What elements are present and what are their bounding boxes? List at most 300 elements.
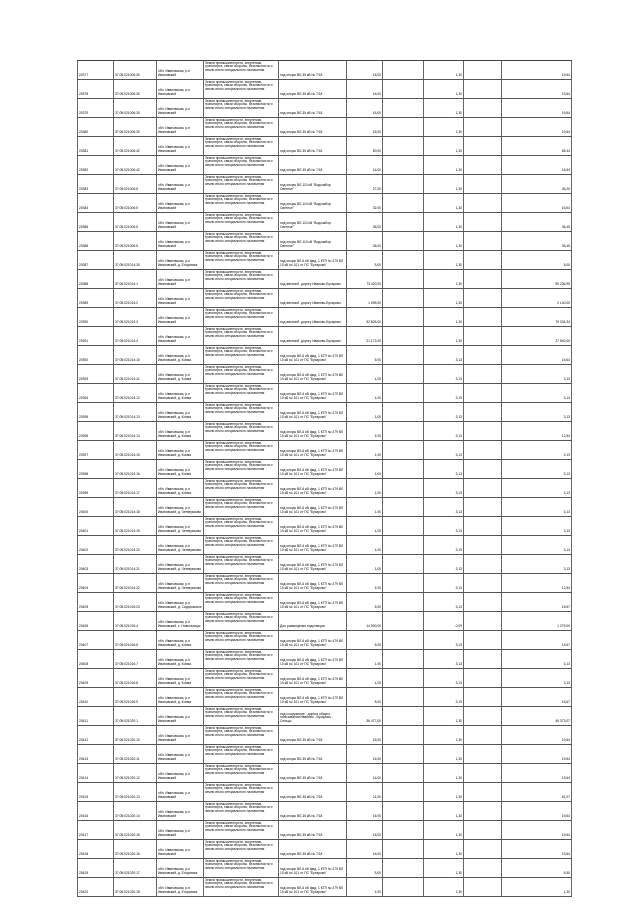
table-row: [77, 61, 572, 80]
cadastral-number: 37:05:021006:30: [115, 92, 140, 97]
permitted-use-cell: [278, 403, 346, 421]
address: обл. Ивановская, р-н Ивановский, д. Кохма: [158, 373, 192, 382]
rate-cell: [423, 517, 463, 535]
land-category-cell: [203, 878, 278, 896]
address: обл. Ивановская, р-н Ивановский, д. Кохма: [158, 449, 192, 458]
rate: 1,30: [455, 187, 462, 192]
rate: 1,30: [455, 871, 462, 876]
empty-cell: [463, 156, 501, 174]
permitted-use-cell: [278, 745, 346, 763]
permitted-use: под опоры ВЛ-110 кВ "Водозабор Светлое": [280, 183, 331, 192]
permitted-use: под опоры ВЛ-6 кВ фид. 1 КТП № 479 ВЛ 10 кВ № 101 от ПС "Бухарово": [280, 677, 344, 686]
sum: 1 279,00: [557, 624, 570, 629]
area-cell: [346, 270, 382, 288]
sum: 6,50: [563, 871, 570, 876]
address-cell: [156, 536, 203, 554]
rate-cell: [423, 99, 463, 117]
permitted-use-cell: [278, 175, 346, 193]
sum: 61,07: [561, 795, 570, 800]
cadastral-number: 37:05:021014:2: [115, 301, 138, 306]
row-number: 20378: [79, 92, 89, 97]
sum: 79 334,34: [555, 320, 570, 325]
empty-cell: [382, 479, 423, 497]
land-category-cell: [203, 327, 278, 345]
area-cell: [346, 232, 382, 250]
sum-cell: [501, 650, 572, 668]
land-category-cell: [203, 669, 278, 687]
rate: 1,30: [455, 890, 462, 895]
rate-cell: [423, 631, 463, 649]
empty-cell: [382, 840, 423, 858]
address: обл. Ивановская, р-н Ивановский: [158, 829, 190, 838]
row-number: 20410: [79, 700, 89, 705]
area: 16,00: [372, 757, 381, 762]
land-category: Земли промышленности, энергетики, транспорта, связи обороны, безопасности и земли иного специального назначения: [205, 80, 273, 92]
sum: 12,54: [561, 586, 570, 591]
sum: 19,64: [561, 92, 570, 97]
row-number-cell: [77, 365, 113, 383]
cadastral-number: 37:05:021006:30: [115, 111, 140, 116]
row-number: 20411: [79, 719, 88, 724]
table-row: [77, 194, 572, 213]
permitted-use-cell: [278, 137, 346, 155]
empty-cell: [463, 479, 501, 497]
address-cell: [156, 175, 203, 193]
cadastral-number: 37:05:021014:13: [115, 415, 140, 420]
cadastral-number: 37:05:021020:16: [115, 852, 140, 857]
land-category: Земли промышленности, энергетики, транспорта, связи обороны, безопасности и земли иного специального назначения: [205, 783, 273, 795]
row-number-cell: [77, 384, 113, 402]
area-cell: [346, 745, 382, 763]
row-number-cell: [77, 308, 113, 326]
land-category-cell: [203, 536, 278, 554]
empty-cell: [382, 289, 423, 307]
permitted-use: под опоры ВЛ-110 кВ "Водозабор Светлое": [280, 202, 331, 211]
row-number-cell: [77, 61, 113, 79]
sum-cell: [501, 194, 572, 212]
table-row: [77, 232, 572, 251]
address-cell: [156, 479, 203, 497]
empty-cell: [382, 99, 423, 117]
sum-cell: [501, 460, 572, 478]
rate: 3,13: [455, 681, 462, 686]
row-number: 20393: [79, 377, 89, 382]
empty-cell: [382, 403, 423, 421]
land-category-cell: [203, 194, 278, 212]
land-category: Земли промышленности, энергетики, транспорта, связи обороны, безопасности и земли иного специального назначения: [205, 631, 273, 643]
cadastral-number-cell: [113, 289, 156, 307]
cadastral-number-cell: [113, 840, 156, 858]
cadastral-number: 37:05:021014:21: [115, 567, 140, 572]
address: обл. Ивановская, р-н Ивановский, д. Егорьевка: [158, 259, 198, 268]
row-number: 20397: [79, 453, 89, 458]
permitted-use: под автомоб. дорогу Иваново-Бухарово: [280, 320, 341, 325]
area-cell: [346, 308, 382, 326]
address: обл. Ивановская, р-н Ивановский: [158, 107, 190, 116]
sum: 3,13: [563, 681, 570, 686]
sum: 35,20: [561, 187, 570, 192]
land-category: Земли промышленности, энергетики, транспорта, связи обороны, безопасности и земли иного специального назначения: [205, 232, 273, 244]
table-row: [77, 156, 572, 175]
permitted-use-cell: [278, 707, 346, 725]
row-number-cell: [77, 840, 113, 858]
rate-cell: [423, 422, 463, 440]
permitted-use-cell: [278, 308, 346, 326]
land-category-cell: [203, 688, 278, 706]
permitted-use: под опоры ВЛ-35 кВ № 7/18: [280, 795, 323, 800]
table-row: [77, 460, 572, 479]
area-cell: [346, 346, 382, 364]
area: 16,00: [372, 776, 381, 781]
permitted-use: под опоры ВЛ-6 кВ фид. 1 КТП № 479 ВЛ 10 кВ № 101 от ПС "Бухарово": [280, 259, 344, 268]
cadastral-number-cell: [113, 232, 156, 250]
table-row: [77, 878, 572, 897]
empty-cell: [463, 726, 501, 744]
permitted-use-cell: [278, 498, 346, 516]
land-category-cell: [203, 232, 278, 250]
land-category: Земли промышленности, энергетики, транспорта, связи обороны, безопасности и земли иного специального назначения: [205, 707, 273, 719]
row-number: 20395: [79, 415, 89, 420]
address-cell: [156, 441, 203, 459]
row-number-cell: [77, 403, 113, 421]
area-cell: [346, 878, 382, 896]
address: обл. Ивановская, р-н Ивановский, д. Четвериково: [158, 525, 202, 534]
table-row: [77, 726, 572, 745]
address: обл. Ивановская, р-н Ивановский: [158, 69, 190, 78]
land-category: Земли промышленности, энергетики, транспорта, связи обороны, безопасности и земли иного специального назначения: [205, 726, 273, 738]
land-category: Земли промышленности, энергетики, транспорта, связи обороны, безопасности и земли иного специального назначения: [205, 878, 273, 890]
area: 32,00: [372, 206, 381, 211]
sum: 19,64: [561, 833, 570, 838]
sum: 5,00: [563, 263, 570, 268]
row-number: 20394: [79, 396, 89, 401]
address: обл. Ивановская, р-н Ивановский: [158, 183, 190, 192]
empty-cell: [382, 650, 423, 668]
cadastral-number-cell: [113, 536, 156, 554]
land-category: Земли промышленности, энергетики, транспорта, связи обороны, безопасности и земли иного специального назначения: [205, 403, 273, 415]
permitted-use: под опоры ВЛ-6 кВ фид. 1 КТП № 479 ВЛ 10 кВ № 101 от ПС "Бухарово": [280, 867, 344, 876]
empty-cell: [463, 707, 501, 725]
land-category-cell: [203, 726, 278, 744]
rate: 1,30: [455, 738, 462, 743]
row-number: 20419: [79, 871, 89, 876]
rate: 3,13: [455, 662, 462, 667]
land-category: Земли промышленности, энергетики, транспорта, связи обороны, безопасности и земли иного специального назначения: [205, 821, 273, 833]
cadastral-number: 37:05:021014:4: [115, 339, 138, 344]
permitted-use: под автомоб. дорогу Иваново-Бухарово: [280, 301, 341, 306]
row-number-cell: [77, 802, 113, 820]
row-number: 20381: [79, 149, 89, 154]
cadastral-number: 37:05:021014:30: [115, 263, 140, 268]
rate: 3,13: [455, 510, 462, 515]
empty-cell: [382, 631, 423, 649]
rate-cell: [423, 574, 463, 592]
address-cell: [156, 574, 203, 592]
area-cell: [346, 574, 382, 592]
rate-cell: [423, 441, 463, 459]
area-cell: [346, 726, 382, 744]
area-cell: [346, 612, 382, 630]
land-category-cell: [203, 859, 278, 877]
cadastral-number-cell: [113, 726, 156, 744]
cadastral-number-cell: [113, 783, 156, 801]
address: обл. Ивановская, р-н Ивановский, д. Четвериково: [158, 544, 202, 553]
table-row: [77, 479, 572, 498]
area-cell: [346, 783, 382, 801]
cadastral-number-cell: [113, 555, 156, 573]
sum-cell: [501, 726, 572, 744]
row-number-cell: [77, 669, 113, 687]
sum: 15,67: [561, 643, 570, 648]
empty-cell: [382, 365, 423, 383]
permitted-use: под опоры ВЛ-6 кВ фид. 1 КТП № 479 ВЛ 10 кВ № 101 от ПС "Бухарово": [280, 392, 344, 401]
sum: 19,64: [561, 73, 570, 78]
permitted-use: под опоры ВЛ-35 кВ № 7/18: [280, 73, 323, 78]
row-number-cell: [77, 327, 113, 345]
permitted-use-cell: [278, 61, 346, 79]
permitted-use: под опоры ВЛ-6 кВ фид. 1 КТП № 479 ВЛ 10 кВ № 101 от ПС "Бухарово": [280, 886, 344, 895]
table-row: [77, 707, 572, 726]
row-number: 20382: [79, 168, 89, 173]
permitted-use: под опоры ВЛ-35 кВ № 7/18: [280, 738, 323, 743]
area-cell: [346, 802, 382, 820]
area: 1,00: [374, 377, 381, 382]
rate: 3,13: [455, 605, 462, 610]
cadastral-number-cell: [113, 308, 156, 326]
cadastral-number-cell: [113, 859, 156, 877]
row-number-cell: [77, 156, 113, 174]
land-category-cell: [203, 745, 278, 763]
cadastral-number: 37:05:021020:10: [115, 738, 140, 743]
sum-cell: [501, 137, 572, 155]
cadastral-number: 37:05:021014:12: [115, 396, 140, 401]
land-category-cell: [203, 346, 278, 364]
area-cell: [346, 365, 382, 383]
empty-cell: [382, 384, 423, 402]
cadastral-number: 37:05:021006:42: [115, 168, 140, 173]
row-number: 20391: [79, 339, 89, 344]
sum-cell: [501, 821, 572, 839]
table-row: [77, 859, 572, 878]
rate-cell: [423, 726, 463, 744]
land-category-cell: [203, 384, 278, 402]
land-register-table: [77, 60, 572, 897]
rate: 0,09: [455, 624, 462, 629]
permitted-use-cell: [278, 156, 346, 174]
row-number: 20377: [79, 73, 89, 78]
cadastral-number-cell: [113, 688, 156, 706]
permitted-use-cell: [278, 118, 346, 136]
row-number-cell: [77, 194, 113, 212]
address-cell: [156, 764, 203, 782]
address: обл. Ивановская, р-н Ивановский: [158, 145, 190, 154]
area: 73 420,00: [366, 282, 381, 287]
empty-cell: [382, 175, 423, 193]
cadastral-number-cell: [113, 821, 156, 839]
sum: 2 140,00: [557, 301, 570, 306]
empty-cell: [382, 688, 423, 706]
address-cell: [156, 80, 203, 98]
rate-cell: [423, 802, 463, 820]
cadastral-number-cell: [113, 118, 156, 136]
address: обл. Ивановская, р-н Ивановский: [158, 772, 190, 781]
empty-cell: [382, 498, 423, 516]
sum-cell: [501, 327, 572, 345]
empty-cell: [382, 707, 423, 725]
area-cell: [346, 61, 382, 79]
address-cell: [156, 688, 203, 706]
rate-cell: [423, 156, 463, 174]
cadastral-number: 37:05:021014:19: [115, 529, 140, 534]
rate: 1,30: [455, 757, 462, 762]
cadastral-number: 37:05:021006:42: [115, 149, 140, 154]
table-row: [77, 441, 572, 460]
rate-cell: [423, 878, 463, 896]
land-category: Земли промышленности, энергетики, транспорта, связи обороны, безопасности и земли иного специального назначения: [205, 175, 273, 187]
cadastral-number-cell: [113, 80, 156, 98]
area-cell: [346, 840, 382, 858]
area: 1 695,00: [368, 301, 381, 306]
cadastral-number: 37:05:021020:13: [115, 795, 140, 800]
rate: 3,13: [455, 396, 462, 401]
permitted-use-cell: [278, 194, 346, 212]
permitted-use: под опоры ВЛ-6 кВ фид. 1 КТП № 479 ВЛ 10 кВ № 101 от ПС "Бухарово": [280, 601, 344, 610]
rate-cell: [423, 669, 463, 687]
rate-cell: [423, 650, 463, 668]
row-number-cell: [77, 764, 113, 782]
area: 36,00: [372, 225, 381, 230]
land-category: Земли промышленности, энергетики, транспорта, связи обороны, безопасности и земли иного специального назначения: [205, 251, 273, 263]
empty-cell: [382, 213, 423, 231]
address-cell: [156, 213, 203, 231]
address: обл. Ивановская, р-н Ивановский: [158, 221, 190, 230]
address-cell: [156, 707, 203, 725]
table-row: [77, 346, 572, 365]
rate: 1,30: [455, 206, 462, 211]
sum-cell: [501, 308, 572, 326]
sum-cell: [501, 555, 572, 573]
row-number-cell: [77, 422, 113, 440]
empty-cell: [382, 422, 423, 440]
land-category: Земли промышленности, энергетики, транспорта, связи обороны, безопасности и земли иного специального назначения: [205, 61, 273, 73]
land-category: Земли промышленности, энергетики, транспорта, связи обороны, безопасности и земли иного специального назначения: [205, 365, 273, 377]
empty-cell: [382, 460, 423, 478]
area: 16,00: [372, 168, 381, 173]
area: 16,00: [372, 833, 381, 838]
permitted-use-cell: [278, 441, 346, 459]
cadastral-number: 37:05:021014:10: [115, 358, 140, 363]
land-category-cell: [203, 783, 278, 801]
permitted-use-cell: [278, 289, 346, 307]
land-category-cell: [203, 650, 278, 668]
cadastral-number: 37:05:021014:11: [115, 377, 140, 382]
empty-cell: [463, 764, 501, 782]
address-cell: [156, 517, 203, 535]
address: обл. Ивановская, р-н Ивановский: [158, 240, 190, 249]
address-cell: [156, 859, 203, 877]
cadastral-number-cell: [113, 156, 156, 174]
sum-cell: [501, 764, 572, 782]
rate: 1,30: [455, 852, 462, 857]
rate: 3,13: [455, 434, 462, 439]
table-row: [77, 688, 572, 707]
permitted-use: под опоры ВЛ-6 кВ фид. 1 КТП № 479 ВЛ 10 кВ № 101 от ПС "Бухарово": [280, 639, 344, 648]
sum-cell: [501, 232, 572, 250]
sum: 3,13: [563, 472, 570, 477]
land-category-cell: [203, 137, 278, 155]
rate-cell: [423, 859, 463, 877]
address: обл. Ивановская, р-н Ивановский, д. Кохма: [158, 677, 192, 686]
land-category: Земли промышленности, энергетики, транспорта, связи обороны, безопасности и земли иного специального назначения: [205, 441, 273, 453]
row-number: 20414: [79, 776, 89, 781]
permitted-use: под автомоб. дорогу Иваново-Бухарово: [280, 339, 341, 344]
area: 1,00: [374, 567, 381, 572]
cadastral-number: 37:05:021020:17: [115, 871, 140, 876]
address: обл. Ивановская, р-н Ивановский, д. Кохма: [158, 468, 192, 477]
address: обл. Ивановская, р-н Ивановский, д. Кохма: [158, 487, 192, 496]
cadastral-number-cell: [113, 194, 156, 212]
rate-cell: [423, 308, 463, 326]
empty-cell: [463, 308, 501, 326]
area: 5,00: [374, 605, 381, 610]
empty-cell: [463, 536, 501, 554]
empty-cell: [463, 327, 501, 345]
address: обл. Ивановская, р-н Ивановский: [158, 88, 190, 97]
sum-cell: [501, 536, 572, 554]
sum-cell: [501, 422, 572, 440]
land-category-cell: [203, 270, 278, 288]
empty-cell: [382, 251, 423, 269]
area-cell: [346, 251, 382, 269]
row-number: 20379: [79, 111, 89, 116]
table-row: [77, 422, 572, 441]
row-number-cell: [77, 80, 113, 98]
rate-cell: [423, 612, 463, 630]
permitted-use: под опоры ВЛ-35 кВ № 7/18: [280, 168, 323, 173]
land-category-cell: [203, 612, 278, 630]
sum: 19,64: [561, 111, 570, 116]
area: 52 826,00: [366, 320, 381, 325]
rate: 1,30: [455, 719, 462, 724]
cadastral-number-cell: [113, 175, 156, 193]
sum-cell: [501, 99, 572, 117]
cadastral-number: 37:05:021020:18: [115, 890, 140, 895]
empty-cell: [382, 612, 423, 630]
cadastral-number-cell: [113, 251, 156, 269]
permitted-use-cell: [278, 859, 346, 877]
area-cell: [346, 498, 382, 516]
row-number-cell: [77, 859, 113, 877]
area: 1,00: [374, 510, 381, 515]
area: 1,00: [374, 548, 381, 553]
land-category: Земли промышленности, энергетики, транспорта, связи обороны, безопасности и земли иного специального назначения: [205, 517, 273, 529]
row-number: 20386: [79, 244, 89, 249]
address: обл. Ивановская, р-н Ивановский, д. Кохма: [158, 411, 192, 420]
cadastral-number-cell: [113, 99, 156, 117]
permitted-use-cell: [278, 783, 346, 801]
cadastral-number-cell: [113, 384, 156, 402]
area-cell: [346, 194, 382, 212]
row-number: 20398: [79, 472, 89, 477]
empty-cell: [463, 365, 501, 383]
permitted-use-cell: [278, 688, 346, 706]
row-number-cell: [77, 517, 113, 535]
permitted-use-cell: [278, 536, 346, 554]
address: обл. Ивановская, р-н Ивановский, д. Четвериково: [158, 582, 202, 591]
row-number: 20387: [79, 263, 89, 268]
empty-cell: [382, 308, 423, 326]
permitted-use: под опоры ВЛ-35 кВ № 7/18: [280, 814, 323, 819]
